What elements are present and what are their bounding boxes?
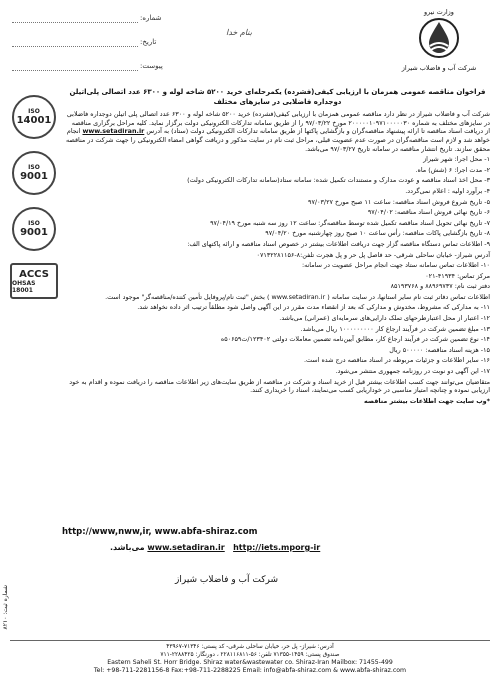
list-item: ۱۲- اعتبار از محل اعتبارطرحهای تملک دارایی‌های سرمایه‌ای (عمرانی) می‌باشد. xyxy=(279,314,490,323)
list-item: ۶- تاریخ نهائی فروش اسناد مناقصه: ۹۷/۰۴/۰۲ xyxy=(367,208,490,217)
badge-line: 14001 xyxy=(16,115,52,126)
badge-line: ISO xyxy=(28,220,40,227)
footer-address-en: Eastern Saheli St. Horr Bridge. Shiraz water&wastewater co. Shiraz-Iran Mailbox: 71455-499 xyxy=(107,659,393,666)
intro-paragraph xyxy=(65,110,490,153)
list-item: ۱۶- سایر اطلاعات و جزئیات مربوطه در اسناد مناقصه درج شده است. xyxy=(303,356,490,365)
badge-line: ACCS xyxy=(19,268,49,280)
list-item: ۲- مدت اجرا: ۶ (شش) ماه. xyxy=(415,165,490,174)
footer-address-fa: آدرس: شیراز- پل حر، خیابان ساحلی شرقی- کد پستی: ۷۱۳۴۶-۴۳۹۶۷ xyxy=(166,644,334,650)
list-item: ۱- محل اجرا: شهر شیراز xyxy=(423,155,490,164)
iso-14001-badge xyxy=(12,95,56,139)
number-line xyxy=(12,22,138,23)
letter-footer xyxy=(10,640,490,675)
website-links-2 xyxy=(110,543,320,552)
badge-line: 9001 xyxy=(20,171,48,182)
website-links[interactable]: http://www,nww,ir, www.abfa-shiraz.com xyxy=(62,527,258,537)
list-item: ۳- محل اخذ اسناد مناقصه و عودت مدارک و مستندات تکمیل شده: سامانه ستاد(سامانه تدارکات الکترونیکی دولت) xyxy=(187,176,490,185)
badge-line: 9001 xyxy=(20,227,48,238)
badge-line: ISO xyxy=(28,164,40,171)
list-item: ۵- تاریخ شروع فروش اسناد مناقصه: ساعت ۱۱ صبح مورخ ۹۷/۰۳/۲۷ xyxy=(308,197,490,206)
date-label: تاریخ: xyxy=(140,38,157,46)
iso-9001-badge-2 xyxy=(12,207,56,251)
letter-body xyxy=(65,88,490,407)
attachment-label: پیوست: xyxy=(140,62,163,70)
iets-link[interactable]: http://iets.mporg-ir xyxy=(233,543,321,552)
registration-code: شماره ثبت: ۸۲۱۰ xyxy=(2,585,9,630)
badge-line: ISO xyxy=(28,108,40,115)
number-label: شماره: xyxy=(140,14,162,22)
list-item: ۱۴- نوع تضمین شرکت در فرآیند ارجاع کار، مطابق آیین‌نامه تضمین معاملات دولتی ۱۲۳۴۰۲/ت۵۰۶۵۹ه xyxy=(220,335,490,344)
handwritten-note: بنام خدا xyxy=(226,28,252,37)
tender-title: فراخوان مناقصه عمومی همزمان با ارزیابی کیفی(فشرده) یکمرحله‌ای خرید ۵۲۰۰ شاخه لوله و ۶۳۰۰ عدد اتصالی پلی‌اتیلن xyxy=(69,88,486,96)
list-item: ۴- برآورد اولیه : اعلام نمی‌گردد. xyxy=(405,186,490,195)
list-item: اطلاعات تماس دفاتر ثبت نام سایر استانها، در سایت سامانه ( www.setadiran.ir ) بخش "ثبت نام/پروفایل تأمین کننده/مناقصه‌گر" موجود است. xyxy=(105,292,490,301)
setadiran-link-2[interactable]: www.setadiran.ir xyxy=(147,543,225,552)
ministry-text: وزارت نیرو xyxy=(424,8,454,16)
list-item: *وب سایت جهت اطلاعات بیشتر مناقصه xyxy=(364,396,490,405)
intro-tail-text: انجام خواهد شد و لازم است مناقصه‌گران در صورت عدم عضویت قبلی، مراحل ثبت نام در سایت مذکور و دریافت گواهی امضاء الکترونیکی را جهت شرکت در مناقصه محقق سازند. تاریخ انتشار مناقصه در سامانه تاریخ ۹۷/۰۳/۲۷ می‌باشد. xyxy=(66,127,490,153)
iso-9001-badge xyxy=(12,151,56,195)
attachment-line xyxy=(12,70,138,71)
date-line xyxy=(12,46,138,47)
links-suffix: می‌باشد. xyxy=(110,543,145,552)
intro-text: شرکت آب و فاضلاب شیراز در نظر دارد مناقصه عمومی همزمان با ارزیابی کیفی(فشرده) خرید ۵۲۰۰ شاخه لوله و ۶۳۰۰ عدد اتصالی پلی اتیلن دوجداره فاضلابی در سایزهای مختلف به شماره ۲۰۰۰۰۰۱۰۹۷۱۰۰۰۰۰۳۰ مورخ ۹۷/۰۳/۲۲ را از طریق سامانه تدارکات الکترونیکی دولت برگزار نماید. کلیه مراحل برگزاری مناقصه از دریافت اسناد مناقصه تا ارائه پیشنهاد مناقصه‌گران و بازگشایی پاکتها از طریق سامانه تدارکات الکترونیکی دولت (ستاد) به آدرس xyxy=(66,110,490,136)
list-item: ۸- تاریخ بازگشایی پاکات مناقصه: رأس ساعت ۱۰ صبح روز چهارشنبه مورخ ۹۷/۰۴/۲۰ xyxy=(265,229,490,238)
certification-badges xyxy=(8,95,58,311)
company-logo xyxy=(400,8,478,72)
list-item: ۱۱- به مدارکی که مشروط، مخدوش و مدارکی که بعد از انقضاء مدت مقرر در این آگهی واصل شود مطلقاً ترتیب اثر داده نخواهد شد. xyxy=(137,303,490,312)
footer-contact-en: Tel: +98-711-2281156-8 Fax:+98-711-2288225 Email: info@abfa-shiraz.com & www.abfa-shiraz.com xyxy=(93,667,407,674)
setadiran-link[interactable]: www.setadiran.ir xyxy=(82,127,145,136)
signature-company: شرکت آب و فاضلاب شیراز xyxy=(175,575,278,585)
list-item: آدرس شیراز- خیابان ساحلی شرقی- حد فاصل پل حر و پل هجرت تلفن:۸-۰۷۱۳۲۲۸۱۱۵۶ xyxy=(256,250,490,259)
list-item: ۷- تاریخ نهائی تحویل اسناد مناقصه تکمیل شده توسط مناقصه‌گر: ساعت ۱۲ روز سه شنبه مورخ ۹۷/۰۴/۱۹ xyxy=(210,218,490,227)
water-drop-logo-icon xyxy=(417,16,461,60)
list-item: دفتر ثبت نام: ۸۸۹۶۹۷۳۷ و ۸۵۱۹۳۷۶۸ xyxy=(390,282,490,291)
tender-subtitle: دوجداره فاضلابی در سایزهای مختلف xyxy=(213,97,342,106)
badge-line: OHSAS 18001 xyxy=(12,279,36,294)
list-item: ۱۷- این آگهی دو نوبت در روزنامه جمهوری منتشر می‌شود. xyxy=(335,367,490,376)
ohsas-badge xyxy=(10,263,58,299)
list-item: متقاضیان می‌توانند جهت کسب اطلاعات بیشتر قبل از خرید اسناد و شرکت در مناقصه از طریق سایت‌های زیر اطلاعات مناقصه را دریافت نموده و اقدام به خود ارزیابی نموده و چنانچه امتیاز مناسبی در خوداریابی کسب می‌نمایند، اسناد را خریداری کنند. xyxy=(69,377,490,395)
list-item: ۱۰- اطلاعات تماس سامانه ستاد جهت انجام مراحل عضویت در سامانه: xyxy=(301,261,490,270)
footer-contact-fa: صندوق پستی: ۱۴۵۹-۷۱۳۵۵ تلفن: ۵۶-۲۲۸۱۱۶۸۱۱ ، دورنگار: ۲۲۸۸۴۲۵-۷۱۱ xyxy=(160,651,340,658)
list-item: ۹- اطلاعات تماس دستگاه مناقصه گزار جهت دریافت اطلاعات بیشتر در خصوص اسناد مناقصه و ارائه پاکتهای الف: xyxy=(187,239,490,248)
list-item: ۱۳- مبلغ تضمین شرکت در فرآیند ارجاع کار ۱۰۰۰۰۰۰۰۰۰ ریال می‌باشد. xyxy=(300,324,490,333)
company-name-header: شرکت آب و فاضلاب شیراز xyxy=(401,64,477,72)
list-item: ۱۵- هزینه اسناد مناقصه: ۵۰۰۰۰۰ ریال xyxy=(389,345,490,354)
list-item: مرکز تماس: ۴۱۹۳۴-۰۲۱ xyxy=(425,271,490,280)
